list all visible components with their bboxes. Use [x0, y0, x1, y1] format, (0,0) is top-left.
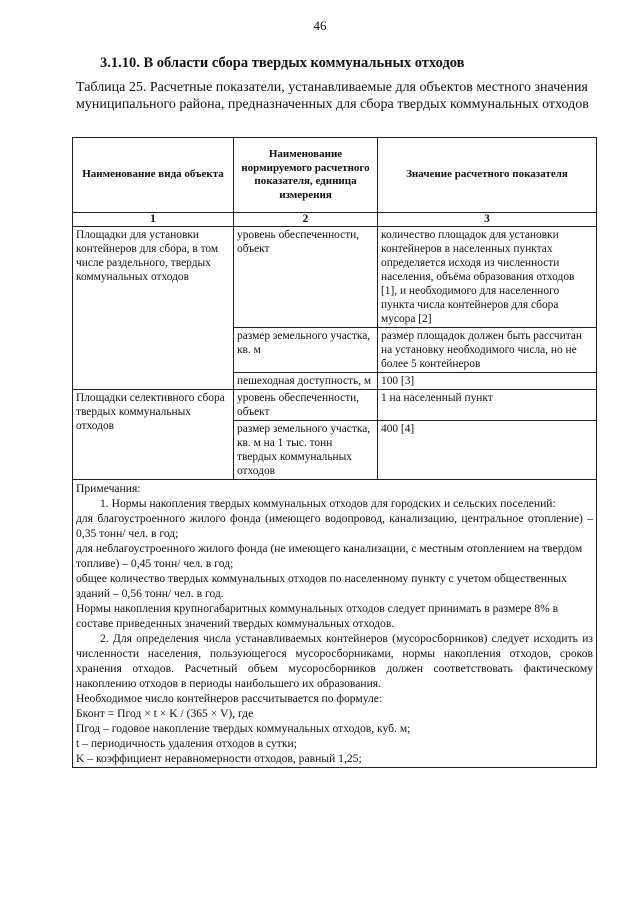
- indicator-cell: размер земельного участка, кв. м на 1 тыс. тонн твердых коммунальных отходов: [234, 421, 378, 480]
- table-caption: Таблица 25. Расчетные показатели, устанавливаемые для объектов местного значения муниципального района, предназначенных для сбора твердых коммунальных отходов: [76, 80, 589, 112]
- note-line: для благоустроенного жилого фонда (имеющего водопровод, канализацию, центральное отопление) – 0,35 тонн/ чел. в год;: [76, 512, 593, 540]
- table-header-row: [73, 138, 597, 213]
- value-cell: 100 [3]: [378, 373, 597, 390]
- object-name-cell: Площадки селективного сбора твердых коммунальных отходов: [73, 390, 234, 480]
- note-2: 2. Для определения числа устанавливаемых контейнеров (мусоросборников) следует исходить из численности населения, пользующегося мусоросборниками, нормы накопления отходов, сроков хранения отходов. Расчетный объем мусоросборников должен соответствовать фактическому накоплению отходов в периоды наибольшего их образования.: [76, 632, 593, 690]
- header-indicator: Наименование нормируемого расчетного показателя, единица измерения: [234, 138, 378, 213]
- note-line: Необходимое число контейнеров рассчитывается по формуле:: [76, 692, 383, 705]
- formula: Бконт = Пгод × t × K / (365 × V), где: [76, 707, 254, 720]
- indicator-cell: уровень обеспеченности, объект: [234, 390, 378, 421]
- table-row: [73, 390, 597, 421]
- notes-row: [73, 480, 597, 768]
- header-object-type: Наименование вида объекта: [73, 138, 234, 213]
- value-cell: 400 [4]: [378, 421, 597, 480]
- indicator-cell: размер земельного участка, кв. м: [234, 328, 378, 373]
- header-value: Значение расчетного показателя: [378, 138, 597, 213]
- indicator-cell: уровень обеспеченности, объект: [234, 227, 378, 328]
- formula-definition: Пгод – годовое накопление твердых коммунальных отходов, куб. м;: [76, 722, 411, 735]
- value-cell: 1 на населенный пункт: [378, 390, 597, 421]
- column-number: 3: [378, 213, 597, 227]
- formula-definition: t – периодичность удаления отходов в сутки;: [76, 737, 297, 750]
- section-heading: 3.1.10. В области сбора твердых коммунальных отходов: [100, 55, 465, 71]
- note-line: для неблагоустроенного жилого фонда (не имеющего канализации, с местным отоплением на твердом топливе) – 0,45 тонн/ чел. в год;: [76, 542, 583, 570]
- column-number: 2: [234, 213, 378, 227]
- notes-cell: [73, 480, 597, 768]
- indicator-cell: пешеходная доступность, м: [234, 373, 378, 390]
- value-cell: количество площадок для установки контейнеров в населенных пунктах определяется исходя из численности населения, объёма образования отходов [1], и необходимого для населенного пункта числа контейнеров для сбора мусора [2]: [378, 227, 597, 328]
- table-row: [73, 227, 597, 328]
- notes-title: Примечания:: [76, 482, 141, 495]
- object-name-cell: Площадки для установки контейнеров для сбора, в том числе раздельного, твердых коммунальных отходов: [73, 227, 234, 390]
- indicators-table: [72, 137, 597, 768]
- column-number-row: [73, 213, 597, 227]
- formula-definition: K – коэффициент неравномерности отходов, равный 1,25;: [76, 752, 362, 765]
- note-1: 1. Нормы накопления твердых коммунальных отходов для городских и сельских поселений:: [100, 497, 556, 510]
- note-line: Нормы накопления крупногабаритных коммунальных отходов следует принимать в размере 8% в составе приведенных значений твердых коммунальных отходов.: [76, 602, 559, 630]
- note-line: общее количество твердых коммунальных отходов по населенному пункту с учетом общественных зданий – 0,56 тонн/ чел. в год.: [76, 572, 567, 600]
- column-number: 1: [73, 213, 234, 227]
- page-number: 46: [313, 18, 327, 33]
- value-cell: размер площадок должен быть рассчитан на установку необходимого числа, но не более 5 контейнеров: [378, 328, 597, 373]
